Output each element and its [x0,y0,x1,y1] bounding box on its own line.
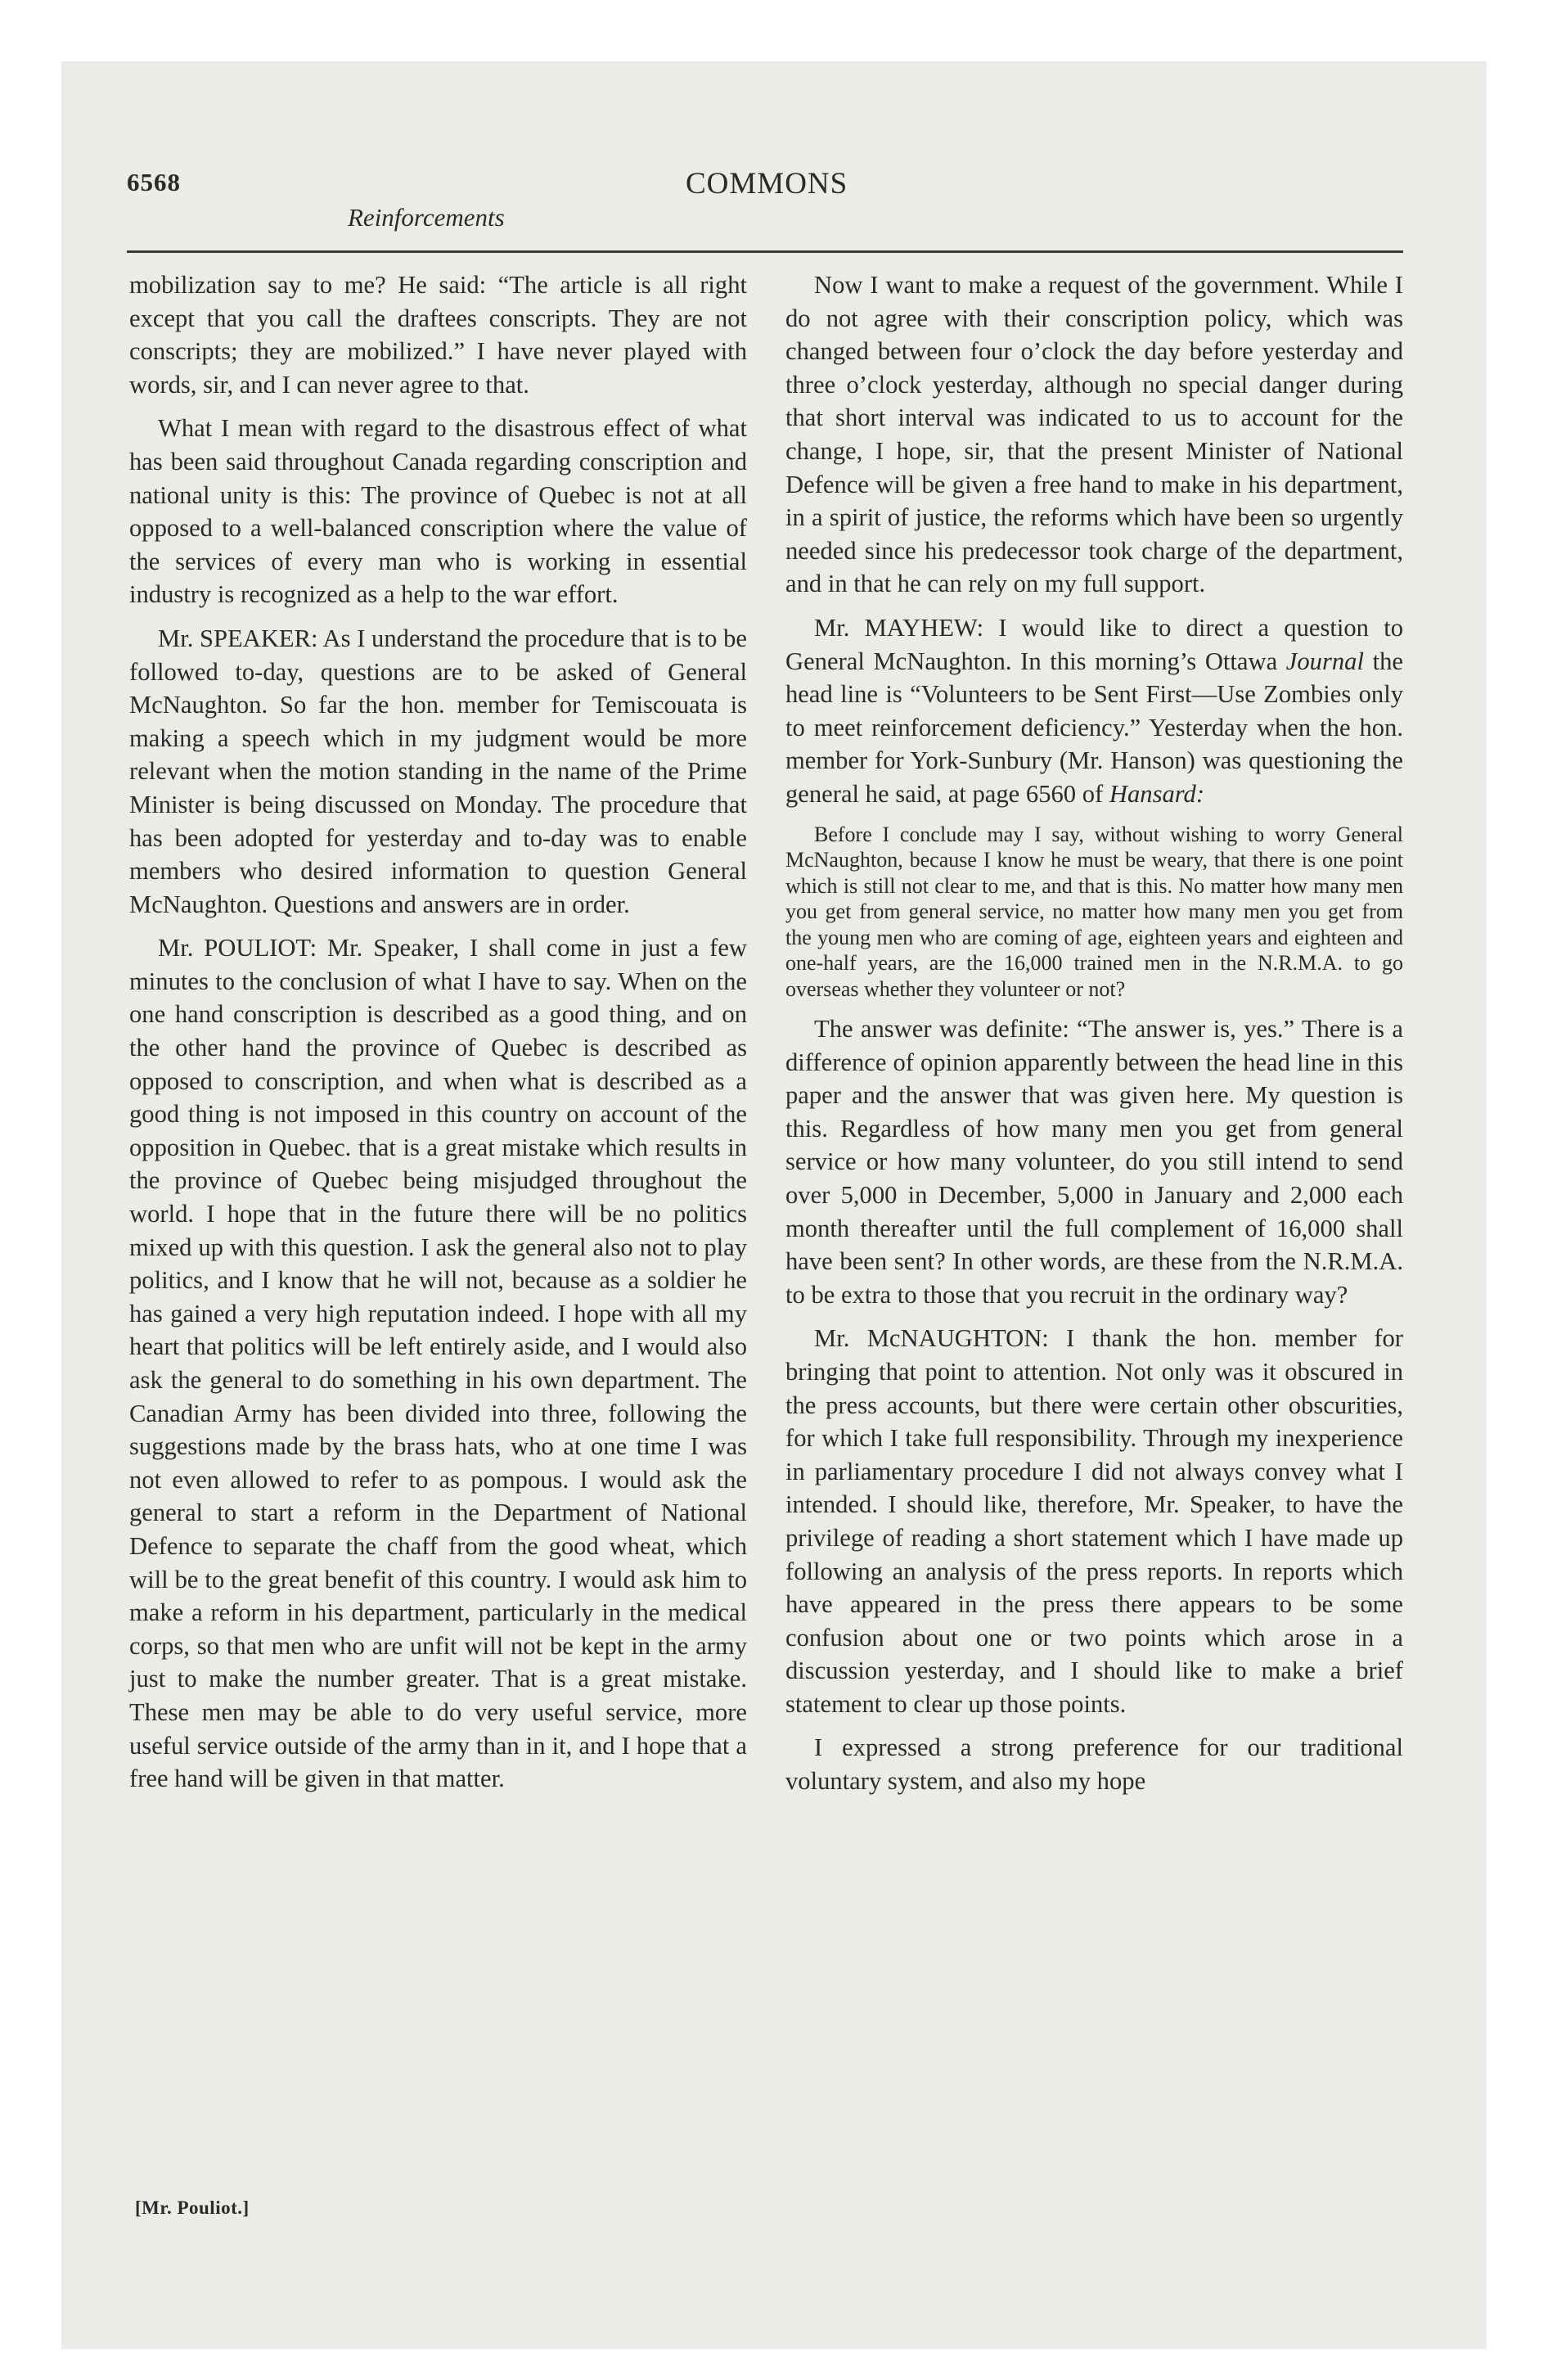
block-quote: Before I conclude may I say, without wishing to worry General McNaughton, because I know he must be weary, that there is one point which is still not clear to me, and that is this. No matter how many men you get from general service, no matter how many men you get from the young men who are coming of age, eighteen years and eighteen and one-half years, are the 16,000 trained men in the N.R.M.A. to go overseas whether they volunteer or not? [785,822,1403,1001]
hansard-title: Hansard: [1109,779,1205,808]
header-rule [127,250,1403,253]
paragraph: I expressed a strong preference for our traditional voluntary system, and also my hope [785,1733,1403,1796]
text-run: Mr. MAYHEW: I would like to direct a question to General McNaughton. In this morning’s Ottawa [785,613,1403,675]
paragraph [785,611,1403,811]
journal-title: Journal [1285,647,1364,675]
paragraph: Mr. POULIOT: Mr. Speaker, I shall come in just a few minutes to the conclusion of what I have to say. When on the one hand conscription is described as a good thing, and on the other hand the province of Quebec is described as opposed to conscription, and when what is described as a good thing is not imposed in this country on account of the opposition in Quebec. that is a great mistake which results in the province of Quebec being misjudged throughout the world. I hope that in the future there will be no politics mixed up with this question. I ask the general also not to play politics, and I know that he will not, because as a soldier he has gained a very high reputation indeed. I hope with all my heart that politics will be left entirely aside, and I would also ask the general to do something in his own department. The Canadian Army has been divided into three, following the suggestions made by the brass hats, who at one time I was not even allowed to refer to as pompous. I would ask the general to start a reform in the Department of National Defence to separate the chaff from the good wheat, which will be to the great benefit of this country. I would ask him to make a reform in his department, particularly in the medical corps, so that men who are unfit will not be kept in the army just to make the number greater. That is a great mistake. These men may be able to do very useful service, more useful service outside of the army than in it, and I hope that a free hand will be given in that matter. [129,934,747,1793]
paragraph: Mr. McNAUGHTON: I thank the hon. member for bringing that point to attention. Not only was it obscured in the press accounts, but there were certain other obscurities, for which I take full responsibility. Through my inexperience in parliamentary procedure I did not always convey what I intended. I should like, therefore, Mr. Speaker, to have the privilege of reading a short statement which I have made up following an analysis of the press reports. In reports which have appeared in the press there appears to be some confusion about one or two points which arose in a discussion yesterday, and I should like to make a brief statement to clear up those points. [785,1324,1403,1718]
paragraph: Mr. SPEAKER: As I understand the procedure that is to be followed to-day, questions are to be asked of General McNaughton. So far the hon. member for Temiscouata is making a speech which in my judgment would be more relevant when the motion standing in the name of the Prime Minister is being discussed on Monday. The procedure that has been adopted for yesterday and to-day was to enable members who desired information to question General McNaughton. Questions and answers are in order. [129,624,747,918]
paragraph: Now I want to make a request of the government. While I do not agree with their conscription policy, which was changed between four o’clock the day before yesterday and three o’clock yesterday, although no special danger during that short interval was indicated to us to account for the change, I hope, sir, that the present Minister of National Defence will be given a free hand to make in his department, in a spirit of justice, the reforms which have been so urgently needed since his predecessor took charge of the department, and in that he can rely on my full support. [785,271,1403,598]
speaker-footer: [Mr. Pouliot.] [135,2197,250,2218]
paragraph: What I mean with regard to the disastrous effect of what has been said throughout Canada regarding conscription and national unity is this: The province of Quebec is not at all opposed to a well-balanced conscription where the value of the services of every man who is working in essential industry is recognized as a help to the war effort. [129,414,747,609]
paragraph: The answer was definite: “The answer is, yes.” There is a difference of opinion apparently between the head line in this paper and the answer that was given here. My question is this. Regardless of how many men you get from general service or how many volunteer, do you still intend to send over 5,000 in December, 5,000 in January and 2,000 each month thereafter until the full complement of 16,000 shall have been sent? In other words, are these from the N.R.M.A. to be extra to those that you recruit in the ordinary way? [785,1015,1403,1309]
page-number: 6568 [127,168,181,196]
running-head: COMMONS [686,167,848,201]
paragraph: mobilization say to me? He said: “The article is all right except that you call the draftees conscripts. They are not conscripts; they are mobilized.” I have never played with words, sir, and I can never agree to that. [129,271,747,399]
text-run: the head line is “Volunteers to be Sent First—Use Zombies only to meet reinforcement deficiency.” Yesterday when the hon. member for York-Sunbury (Mr. Hanson) was questioning the general he said, at page 6560 of [785,647,1403,808]
section-heading: Reinforcements [348,203,505,232]
left-column [129,268,747,1806]
right-column [785,268,1403,1809]
